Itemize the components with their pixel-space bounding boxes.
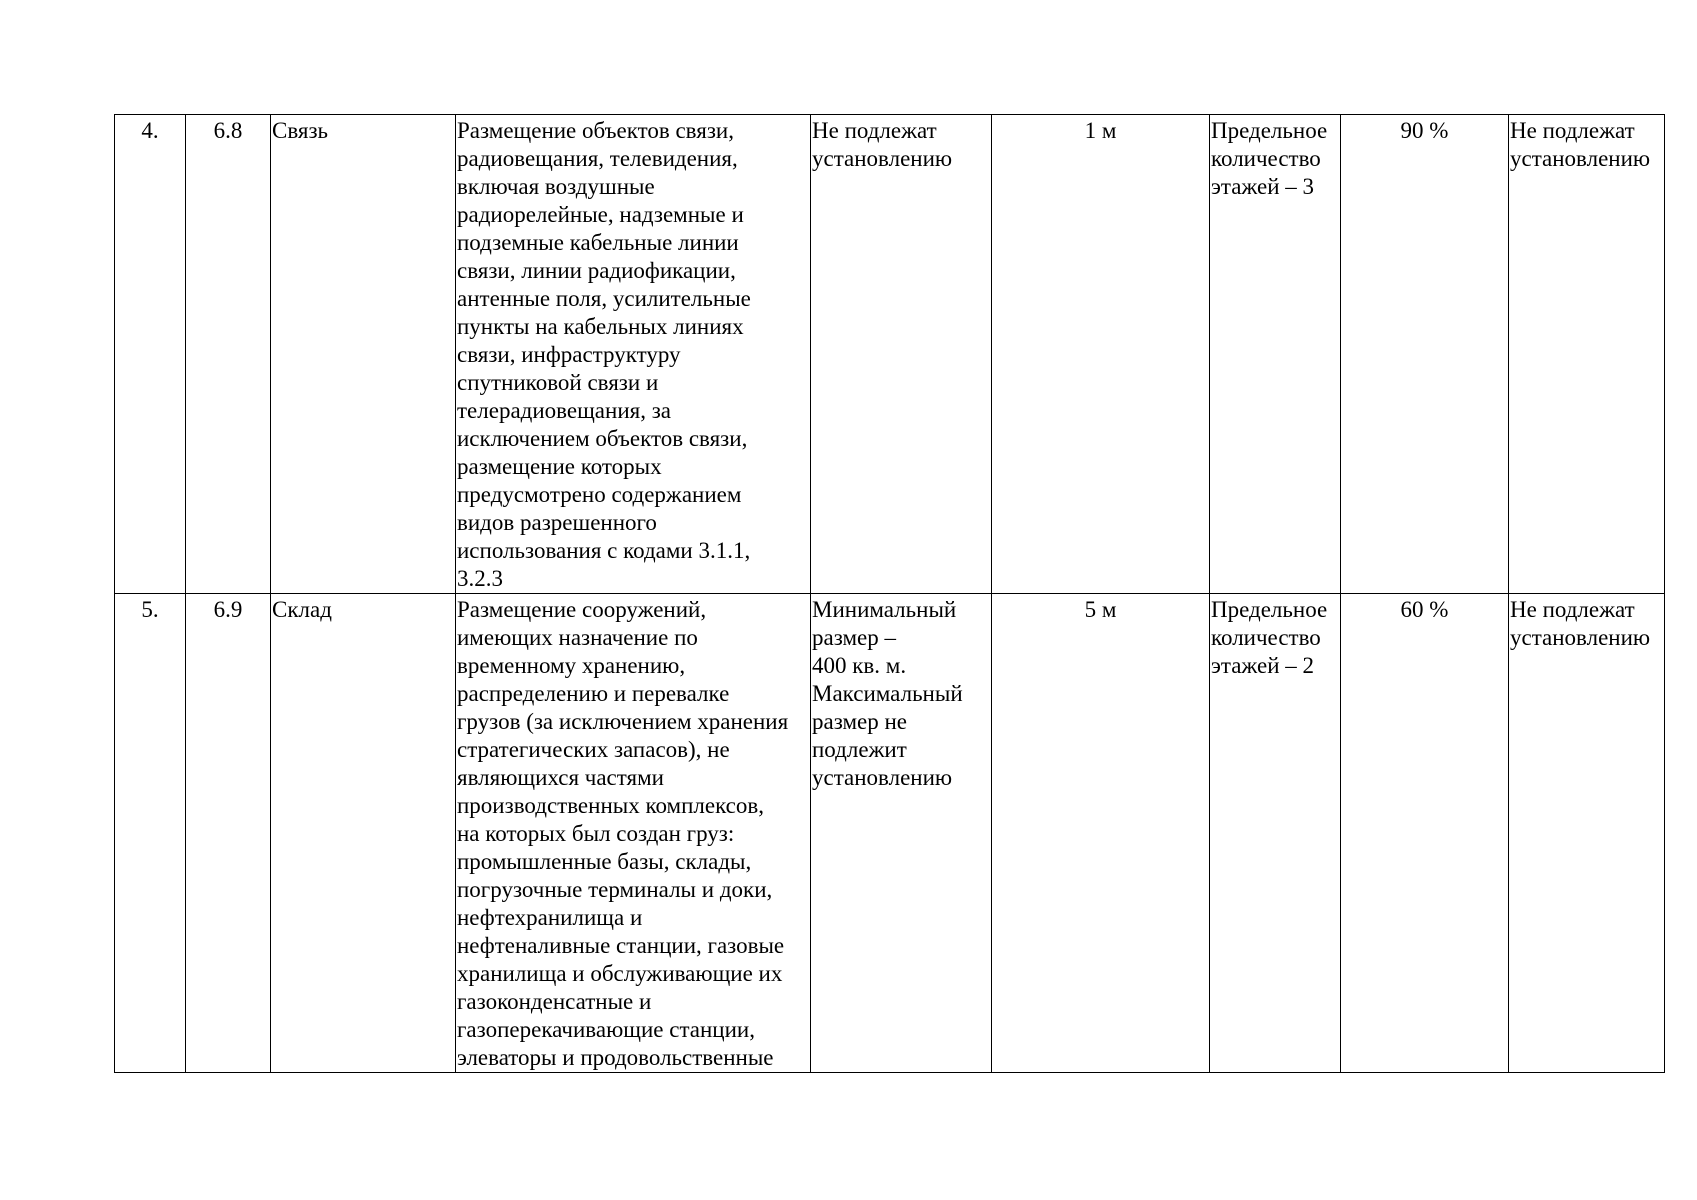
other-params-cell: Не подлежат установлению xyxy=(1509,115,1665,594)
plot-size-cell: Не подлежат установлению xyxy=(811,115,992,594)
row-number-cell: 4. xyxy=(115,115,186,594)
setback-cell: 1 м xyxy=(992,115,1210,594)
coverage-cell: 60 % xyxy=(1341,594,1509,1073)
other-params-cell: Не подлежат установлению xyxy=(1509,594,1665,1073)
description-cell: Размещение сооружений, имеющих назначение по временному хранению, распределению и перевалке грузов (за исключением хранения стратегических запасов), не являющихся частями производственных комплексов, на которых был создан груз: промышленные базы, склады, погрузочные терминалы и доки, нефтехранилища и нефтеналивные станции, газовые хранилища и обслуживающие их газоконденсатные и газоперекачивающие станции, элеваторы и продовольственные xyxy=(456,594,811,1073)
coverage-cell: 90 % xyxy=(1341,115,1509,594)
description-cell: Размещение объектов связи, радиовещания, телевидения, включая воздушные радиорелейные, надземные и подземные кабельные линии связи, линии радиофикации, антенные поля, усилительные пункты на кабельных линиях связи, инфраструктуру спутниковой связи и телерадиовещания, за исключением объектов связи, размещение которых предусмотрено содержанием видов разрешенного использования с кодами 3.1.1, 3.2.3 xyxy=(456,115,811,594)
table-row xyxy=(115,115,1665,594)
setback-cell: 5 м xyxy=(992,594,1210,1073)
zoning-table xyxy=(114,114,1665,1073)
table-row xyxy=(115,594,1665,1073)
floors-cell: Предельное количество этажей – 3 xyxy=(1210,115,1341,594)
row-number-cell: 5. xyxy=(115,594,186,1073)
use-name-cell: Связь xyxy=(271,115,456,594)
code-cell: 6.8 xyxy=(186,115,271,594)
use-name-cell: Склад xyxy=(271,594,456,1073)
code-cell: 6.9 xyxy=(186,594,271,1073)
floors-cell: Предельное количество этажей – 2 xyxy=(1210,594,1341,1073)
plot-size-cell: Минимальный размер – 400 кв. м. Максимальный размер не подлежит установлению xyxy=(811,594,992,1073)
